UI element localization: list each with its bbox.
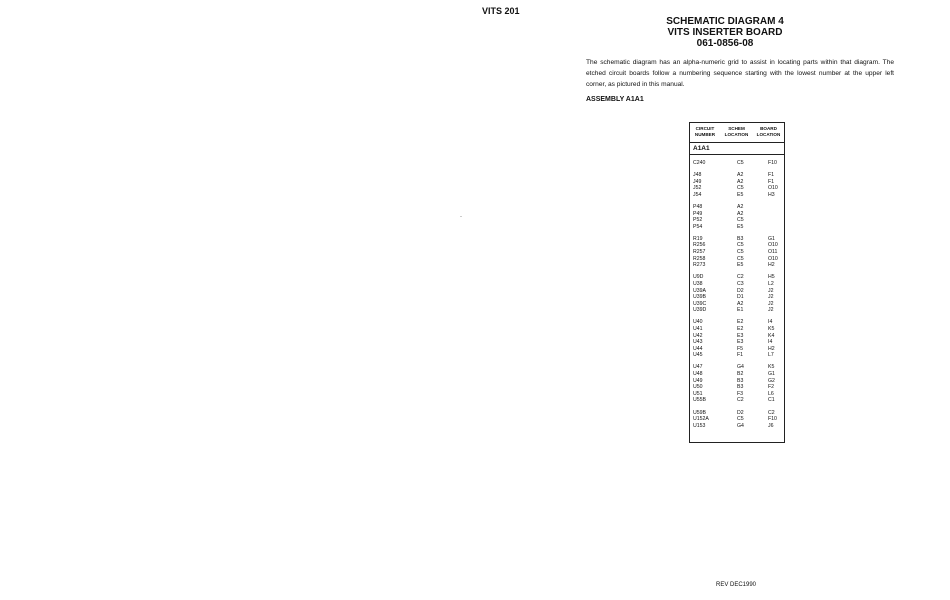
table-row	[690, 333, 784, 340]
table-row	[690, 204, 784, 211]
circuit-number-cell: U48	[693, 371, 703, 378]
table-row	[690, 249, 784, 256]
title-line-2: VITS INSERTER BOARD	[667, 27, 783, 38]
board-location-cell: F10	[768, 160, 777, 166]
schem-location-cell: E3	[737, 339, 744, 346]
schem-location-cell: F1	[737, 352, 744, 359]
board-location-cell: G2	[768, 377, 775, 384]
table-row	[690, 179, 784, 186]
circuit-number-cell: P48	[693, 203, 703, 210]
board-location-cell: I4	[768, 339, 773, 346]
circuit-number-cell: U40	[693, 319, 703, 326]
table-row	[690, 185, 784, 192]
table-row	[690, 410, 784, 417]
schem-location-cell: C5	[737, 416, 744, 423]
table-row	[690, 307, 784, 314]
title-line-3: 061-0856-08	[696, 38, 754, 49]
table-row-group	[690, 410, 784, 430]
table-row	[690, 371, 784, 378]
schem-location-cell: C2	[737, 397, 744, 404]
table-row-group	[690, 319, 784, 359]
board-location-cell	[764, 224, 784, 231]
circuit-number-cell: R273	[693, 262, 706, 269]
table-row-group	[690, 274, 784, 314]
circuit-number-cell: U39D	[693, 307, 707, 314]
table-row	[690, 378, 784, 385]
parts-location-table	[689, 122, 785, 443]
table-row	[690, 346, 784, 353]
schem-location-cell: B2	[737, 371, 744, 378]
schem-location-cell: E5	[737, 262, 744, 269]
table-row-group	[690, 204, 784, 230]
table-row	[690, 217, 784, 224]
board-location-cell: L7	[768, 352, 774, 359]
schem-location-cell: E1	[737, 307, 744, 314]
board-location-cell: F1	[768, 178, 775, 185]
circuit-number-cell: P54	[693, 223, 703, 230]
circuit-number-cell: U50	[693, 384, 703, 391]
table-row-group	[690, 236, 784, 269]
schem-location-cell: F3	[737, 390, 744, 397]
circuit-number-cell: U39B	[693, 294, 706, 301]
header-schem-location: SCHEM LOCATION	[724, 126, 749, 137]
board-location-cell: H5	[768, 274, 775, 281]
board-location-cell: O10	[768, 185, 778, 192]
table-row	[690, 294, 784, 301]
schem-location-cell: G4	[737, 422, 744, 429]
board-location-cell	[764, 204, 784, 211]
schem-location-cell: C5	[737, 242, 744, 249]
schem-location-cell: F5	[737, 345, 744, 352]
board-location-cell: H2	[768, 345, 775, 352]
title-block	[600, 16, 850, 49]
table-row-group	[690, 364, 784, 404]
schem-location-cell: E5	[737, 191, 744, 198]
schem-location-cell: E2	[737, 325, 744, 332]
schem-location-cell: A2	[737, 203, 744, 210]
circuit-number-cell: P49	[693, 210, 703, 217]
schem-location-cell: E3	[737, 332, 744, 339]
schem-location-cell: G4	[737, 364, 744, 371]
circuit-number-cell: U42	[693, 332, 703, 339]
table-row	[690, 224, 784, 231]
table-body	[690, 155, 784, 429]
table-row-group	[690, 160, 784, 167]
board-location-cell: K5	[768, 325, 775, 332]
schem-location-cell: B3	[737, 377, 744, 384]
schem-location-cell: C5	[737, 185, 744, 192]
circuit-number-cell: U43	[693, 339, 703, 346]
board-location-cell: O10	[768, 255, 778, 262]
schem-location-cell: D2	[737, 287, 744, 294]
board-location-cell: J2	[768, 307, 774, 314]
schem-location-cell: C3	[737, 280, 744, 287]
circuit-number-cell: U55B	[693, 397, 706, 404]
board-location-cell: H3	[768, 191, 775, 198]
circuit-number-cell: J48	[693, 172, 702, 179]
schem-location-cell: C5	[737, 217, 744, 224]
schem-location-cell: D1	[737, 294, 744, 301]
schem-location-cell: A2	[737, 300, 744, 307]
circuit-number-cell: U44	[693, 345, 703, 352]
schem-location-cell: C5	[737, 255, 744, 262]
circuit-number-cell: P52	[693, 217, 703, 224]
header-circuit-number: CIRCUIT NUMBER	[694, 126, 716, 137]
board-location-cell: K5	[768, 364, 775, 371]
table-row	[690, 288, 784, 295]
table-subheader: A1A1	[690, 143, 784, 155]
board-location-cell: H2	[768, 262, 775, 269]
revision-footer: REV DEC1990	[716, 582, 757, 588]
page-divider-mark	[460, 216, 462, 217]
table-row	[690, 397, 784, 404]
circuit-number-cell: R257	[693, 249, 706, 256]
board-location-cell: I4	[768, 319, 773, 326]
board-location-cell: F1	[768, 172, 775, 179]
schem-location-cell: A2	[737, 178, 744, 185]
circuit-number-cell: U38	[693, 280, 703, 287]
schem-location-cell: C5	[737, 249, 744, 256]
table-row	[690, 274, 784, 281]
table-row	[690, 281, 784, 288]
board-location-cell: J6	[768, 422, 774, 429]
page-header-label: VITS 201	[482, 6, 520, 16]
schem-location-cell: A2	[737, 210, 744, 217]
schem-location-cell: E2	[737, 319, 744, 326]
circuit-number-cell: U39C	[693, 300, 707, 307]
circuit-number-cell: U47	[693, 364, 703, 371]
table-row	[690, 416, 784, 423]
table-row	[690, 352, 784, 359]
board-location-cell: J2	[768, 287, 774, 294]
table-row	[690, 256, 784, 263]
schem-location-cell: E5	[737, 223, 744, 230]
table-row	[690, 391, 784, 398]
board-location-cell	[764, 217, 784, 224]
circuit-number-cell: J54	[693, 191, 702, 198]
board-location-cell: C2	[768, 409, 775, 416]
board-location-cell: O10	[768, 242, 778, 249]
board-location-cell: K4	[768, 332, 775, 339]
board-location-cell: J2	[768, 300, 774, 307]
schem-location-cell: A2	[737, 172, 744, 179]
circuit-number-cell: U41	[693, 325, 703, 332]
board-location-cell: F10	[768, 416, 777, 423]
schem-location-cell: B3	[737, 235, 744, 242]
table-row	[690, 262, 784, 269]
table-row	[690, 172, 784, 179]
board-location-cell: F2	[768, 384, 775, 391]
table-row	[690, 384, 784, 391]
board-location-cell: O11	[768, 249, 778, 256]
board-location-cell: G1	[768, 235, 775, 242]
table-row	[690, 364, 784, 371]
circuit-number-cell: U45	[693, 352, 703, 359]
board-location-cell: C1	[768, 397, 775, 404]
table-row	[690, 160, 784, 167]
header-board-location: BOARD LOCATION	[756, 126, 781, 137]
table-header	[690, 123, 784, 143]
table-row	[690, 423, 784, 430]
table-row	[690, 236, 784, 243]
circuit-number-cell: U59B	[693, 409, 706, 416]
circuit-number-cell: J49	[693, 178, 702, 185]
circuit-number-cell: R256	[693, 242, 706, 249]
table-row	[690, 211, 784, 218]
table-row	[690, 301, 784, 308]
table-row-group	[690, 172, 784, 198]
board-location-cell: G1	[768, 371, 775, 378]
board-location-cell: J2	[768, 294, 774, 301]
table-row	[690, 339, 784, 346]
circuit-number-cell: U152A	[693, 416, 709, 423]
table-row	[690, 192, 784, 199]
circuit-number-cell: U39A	[693, 287, 706, 294]
circuit-number-cell: C240	[693, 160, 706, 166]
table-row	[690, 242, 784, 249]
schem-location-cell: B3	[737, 384, 744, 391]
circuit-number-cell: U49	[693, 377, 703, 384]
board-location-cell: L2	[768, 280, 774, 287]
table-row	[690, 319, 784, 326]
assembly-heading: ASSEMBLY A1A1	[586, 96, 644, 103]
circuit-number-cell: R19	[693, 235, 703, 242]
schem-location-cell: C5	[737, 160, 744, 166]
circuit-number-cell: J52	[693, 185, 702, 192]
schem-location-cell: C2	[737, 274, 744, 281]
circuit-number-cell: R258	[693, 255, 706, 262]
circuit-number-cell: U51	[693, 390, 703, 397]
board-location-cell	[764, 211, 784, 218]
table-row	[690, 326, 784, 333]
intro-paragraph: The schematic diagram has an alpha-numeric grid to assist in locating parts within that diagram. The etched circuit boards follow a numbering sequence starting with the lowest number at the upper left corner, as pictured in this manual.	[586, 59, 894, 88]
title-line-1: SCHEMATIC DIAGRAM 4	[666, 16, 784, 27]
circuit-number-cell: U153	[693, 422, 706, 429]
circuit-number-cell: U9D	[693, 274, 704, 281]
board-location-cell: L6	[768, 390, 774, 397]
schem-location-cell: D2	[737, 409, 744, 416]
